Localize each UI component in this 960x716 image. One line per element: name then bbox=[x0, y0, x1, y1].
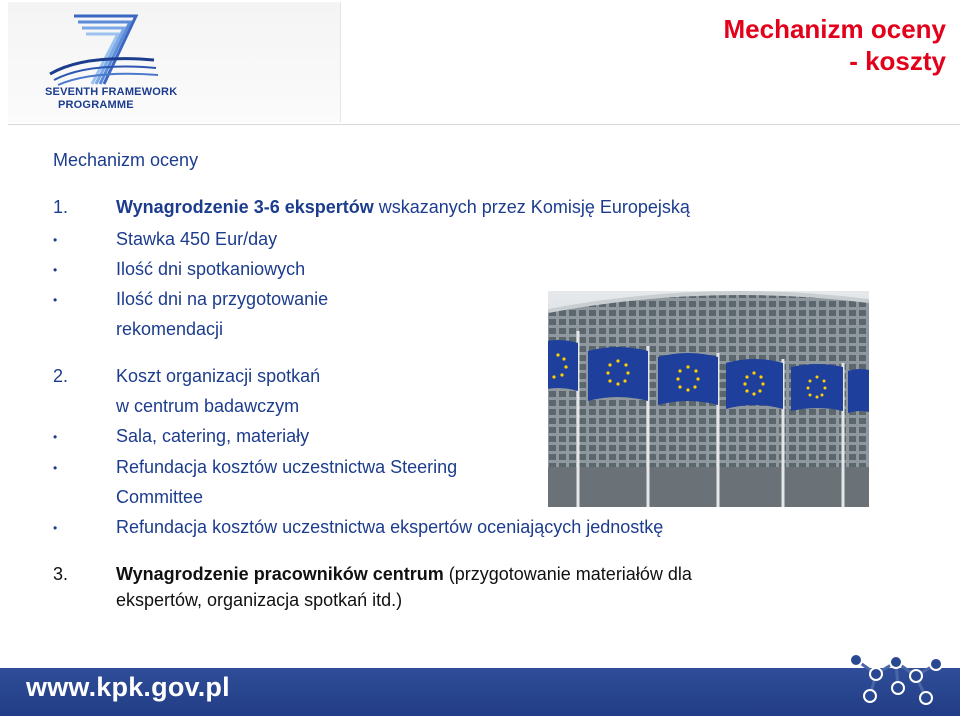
list-item-text: w centrum badawczym bbox=[116, 396, 300, 416]
eu-flags-image bbox=[548, 291, 869, 507]
list-item-text: rekomendacji bbox=[116, 319, 224, 339]
item-2-title: Koszt organizacji spotkań bbox=[116, 366, 321, 386]
fp7-logo bbox=[8, 2, 341, 122]
logo-text-line2: PROGRAMME bbox=[58, 99, 134, 111]
bullet-dot-icon: • bbox=[53, 233, 58, 247]
list-item-text: Refundacja kosztów uczestnictwa Steering bbox=[116, 457, 458, 477]
item-1-bold: Wynagrodzenie 3-6 ekspertów bbox=[116, 197, 374, 217]
bullet-dot-icon: • bbox=[53, 430, 58, 444]
item-3-number: 3. bbox=[53, 564, 69, 584]
eu-flags-photo bbox=[548, 291, 869, 507]
bullet-dot-icon: • bbox=[53, 263, 58, 277]
header-divider bbox=[8, 124, 960, 125]
list-item-text: Refundacja kosztów uczestnictwa ekspertów oceniających jednostkę bbox=[116, 517, 664, 537]
page-title-line2: - koszty bbox=[849, 46, 946, 76]
item-2-number: 2. bbox=[53, 366, 69, 386]
molecule-logo-icon bbox=[836, 640, 954, 714]
bullet-dot-icon: • bbox=[53, 293, 58, 307]
section-title: Mechanizm oceny bbox=[53, 150, 199, 170]
item-1-rest: wskazanych przez Komisję Europejską bbox=[373, 197, 690, 217]
bullet-dot-icon: • bbox=[53, 521, 58, 535]
list-item-text: Sala, catering, materiały bbox=[116, 426, 310, 446]
page-title-line1: Mechanizm oceny bbox=[723, 14, 946, 44]
footer-url-link[interactable]: www.kpk.gov.pl bbox=[26, 672, 230, 702]
item-1-text bbox=[116, 197, 690, 218]
list-item-text: Ilość dni na przygotowanie bbox=[116, 289, 329, 309]
list-item-text: Stawka 450 Eur/day bbox=[116, 229, 278, 249]
item-3-rest: (przygotowanie materiałów dla bbox=[443, 564, 692, 584]
item-3-bold: Wynagrodzenie pracowników centrum bbox=[116, 564, 444, 584]
logo-text-line1: SEVENTH FRAMEWORK bbox=[45, 86, 178, 98]
item-1-number: 1. bbox=[53, 197, 69, 217]
list-item-text: ekspertów, organizacja spotkań itd.) bbox=[116, 590, 403, 610]
list-item-text: Ilość dni spotkaniowych bbox=[116, 259, 306, 279]
item-3-text bbox=[116, 564, 692, 585]
list-item-text: Committee bbox=[116, 487, 204, 507]
bullet-dot-icon: • bbox=[53, 461, 58, 475]
fp7-logo-icon bbox=[44, 10, 164, 88]
